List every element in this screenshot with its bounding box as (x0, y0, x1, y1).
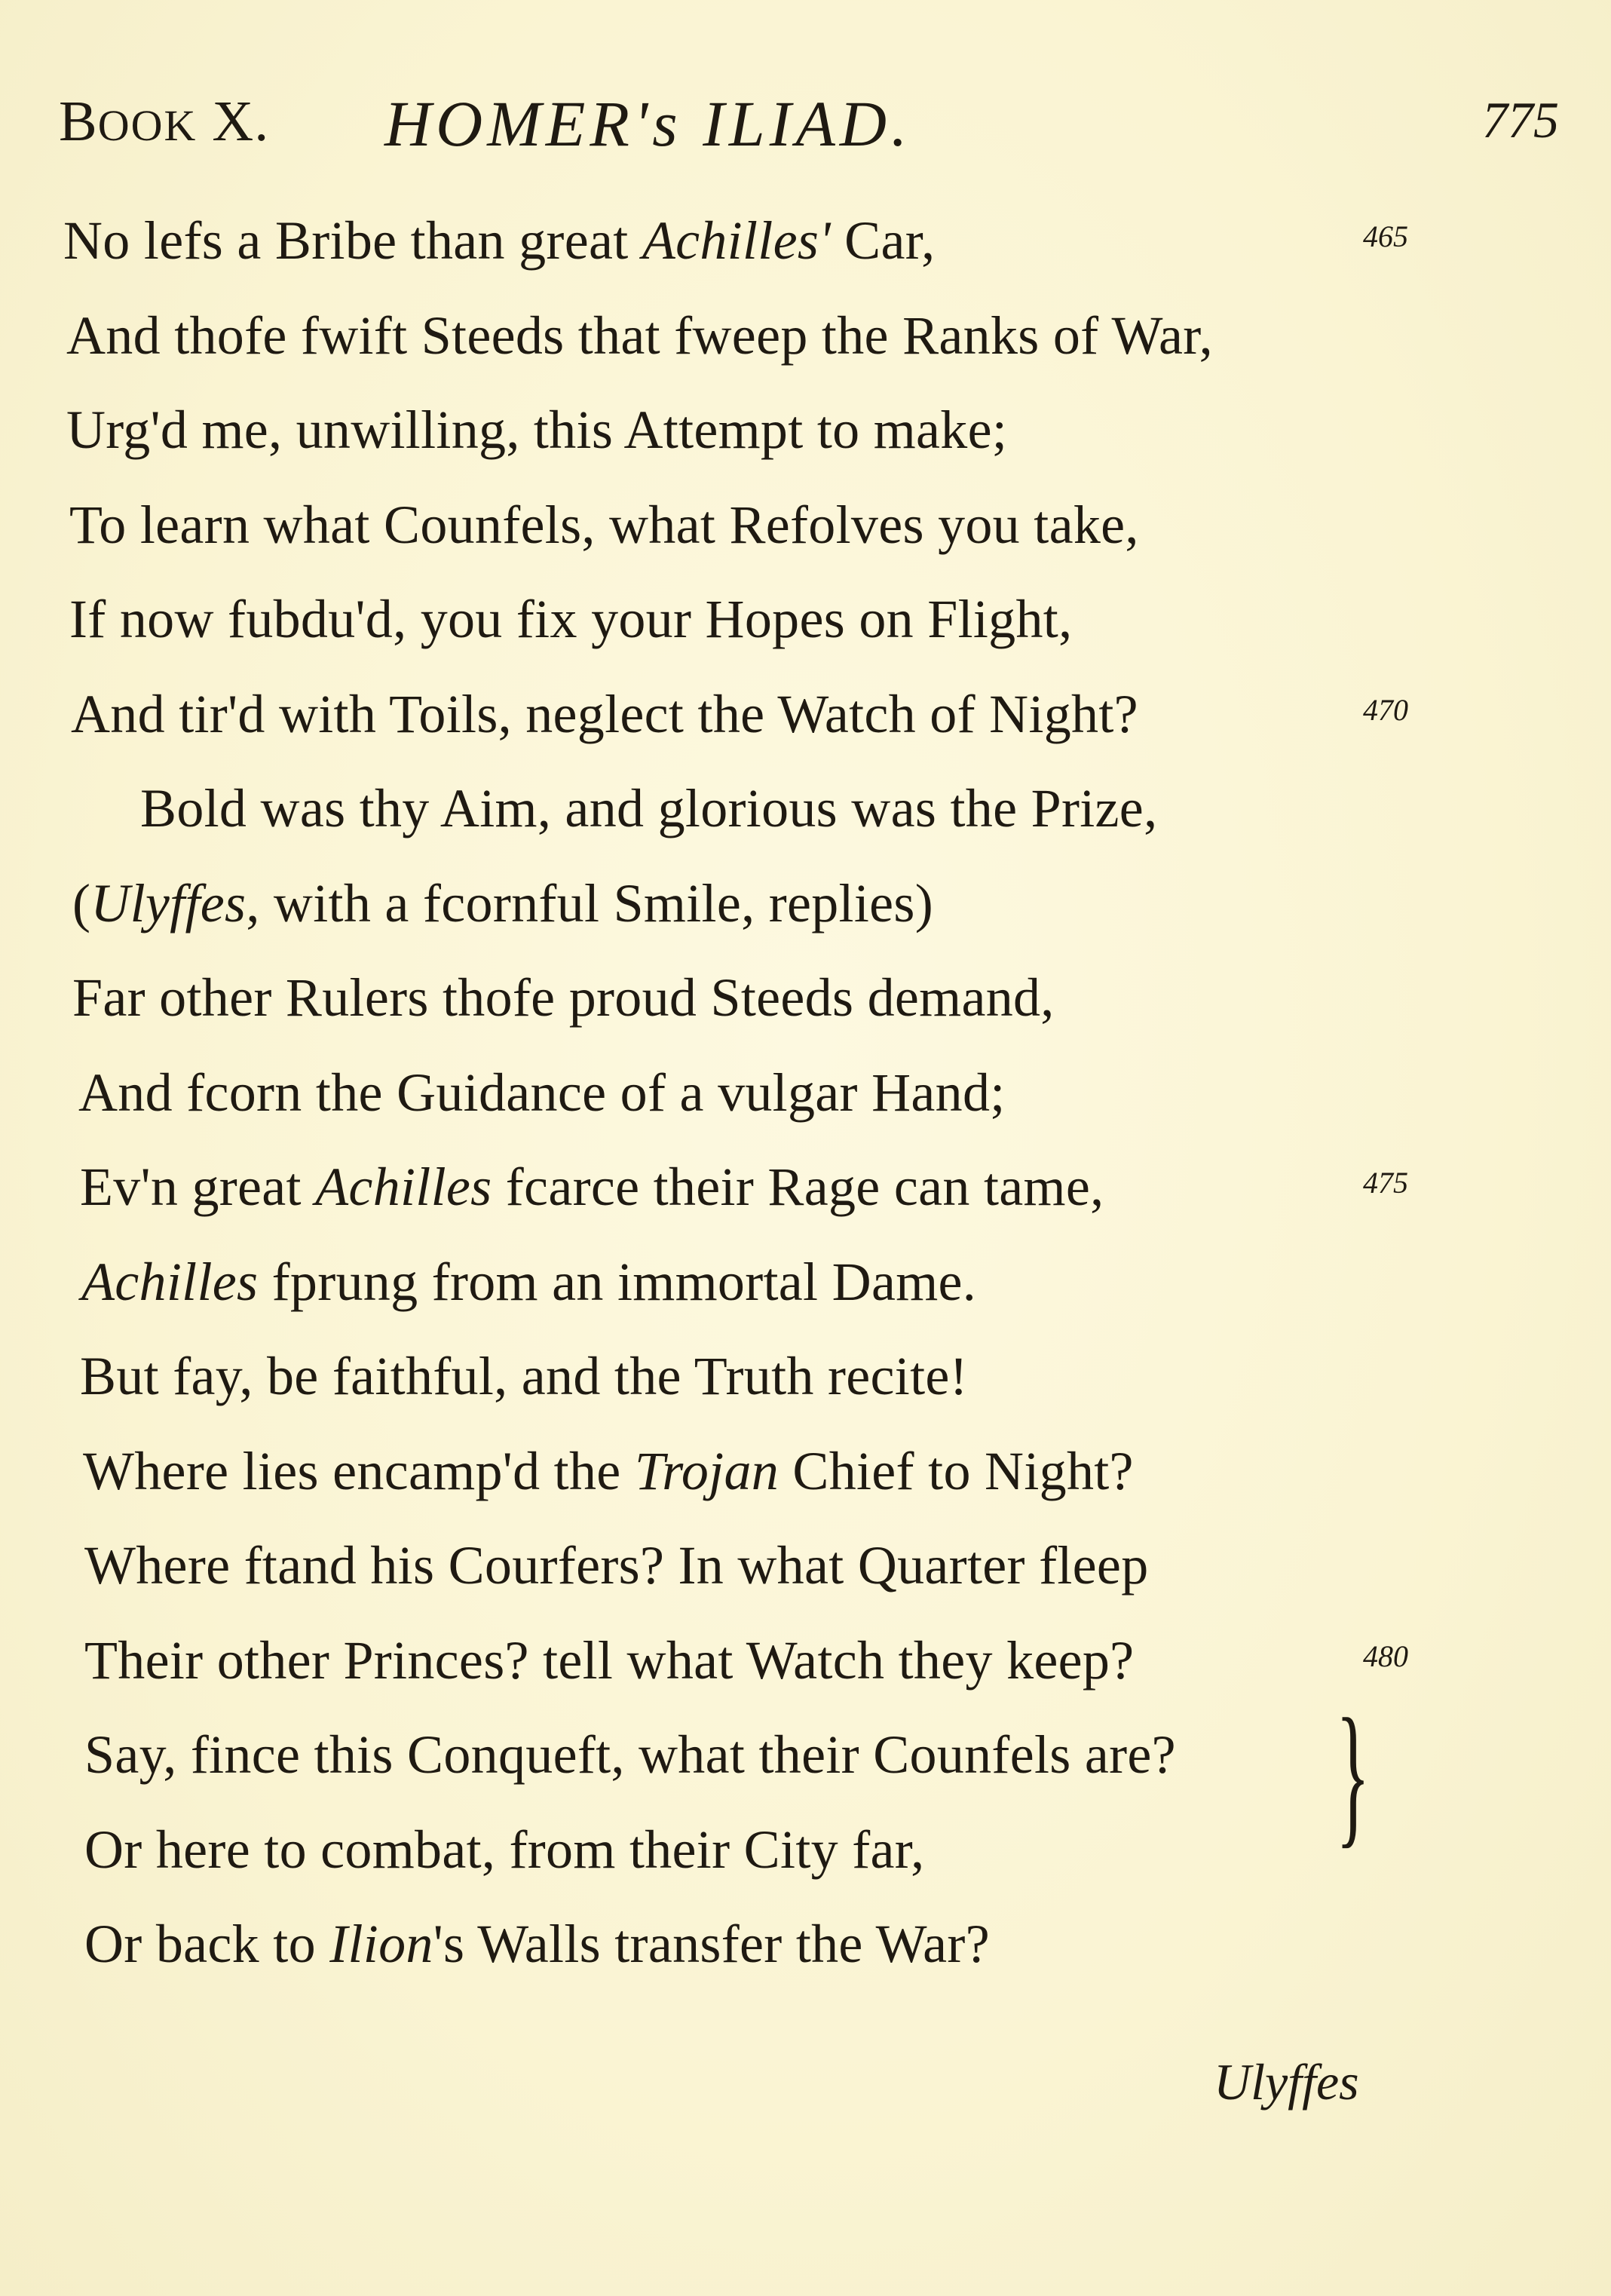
page-number: 775 (1482, 91, 1559, 149)
verse-line: Urg'd me, unwilling, this Attempt to make; (66, 400, 1008, 460)
line-number: 465 (1363, 219, 1408, 253)
running-header (59, 89, 1559, 172)
verse-line: Ev'n great Achilles fcarce their Rage can tame, (80, 1157, 1104, 1217)
book-label-initial: B (59, 90, 98, 153)
verse-line: Or here to combat, from their City far, (84, 1819, 925, 1880)
verse-line: To learn what Counfels, what Refolves you take, (69, 494, 1139, 555)
verse-line: No lefs a Bribe than great Achilles' Car, (63, 210, 936, 271)
line-number: 475 (1363, 1166, 1408, 1200)
verse-line: Far other Rulers thofe proud Steeds demand, (72, 967, 1055, 1028)
italic-name: Achilles' (642, 210, 831, 271)
book-label (59, 89, 269, 155)
italic-name: Achilles (315, 1157, 492, 1217)
italic-name: Ulyffes (90, 872, 247, 933)
verse-line: Say, fince this Conqueft, what their Counfels are? (84, 1724, 1176, 1785)
verse-line: If now fubdu'd, you fix your Hopes on Flight, (69, 589, 1073, 649)
verse-line: Or back to Ilion's Walls transfer the War? (84, 1914, 990, 1974)
verse-line: Where ftand his Courfers? In what Quarter fleep (84, 1535, 1149, 1596)
line-number: 470 (1363, 692, 1408, 727)
catchword: Ulyffes (1214, 2053, 1359, 2111)
verse-line: And thofe fwift Steeds that fweep the Ranks of War, (66, 305, 1213, 366)
book-number: X. (197, 90, 270, 153)
verse-line: (Ulyffes, with a fcornful Smile, replies) (72, 872, 933, 933)
italic-name: Ilion (329, 1914, 433, 1974)
page-title: HOMER's ILIAD. (384, 87, 912, 160)
verse-line: Where lies encamp'd the Trojan Chief to Night? (83, 1440, 1134, 1501)
verse-line: And fcorn the Guidance of a vulgar Hand; (78, 1062, 1006, 1123)
verse-line: Their other Princes? tell what Watch they keep? (84, 1629, 1135, 1691)
triplet-brace: } (1336, 1687, 1371, 1862)
verse-line: Achilles fprung from an immortal Dame. (81, 1251, 977, 1312)
italic-name: Achilles (81, 1251, 259, 1312)
italic-name: Trojan (634, 1440, 779, 1501)
line-number: 480 (1363, 1638, 1408, 1673)
book-label-smallcaps: OOK (97, 101, 198, 150)
verse-line: But fay, be faithful, and the Truth recite! (80, 1346, 968, 1406)
verse-line: Bold was thy Aim, and glorious was the Prize, (140, 778, 1158, 838)
verse-line: And tir'd with Toils, neglect the Watch of Night? (71, 683, 1138, 744)
